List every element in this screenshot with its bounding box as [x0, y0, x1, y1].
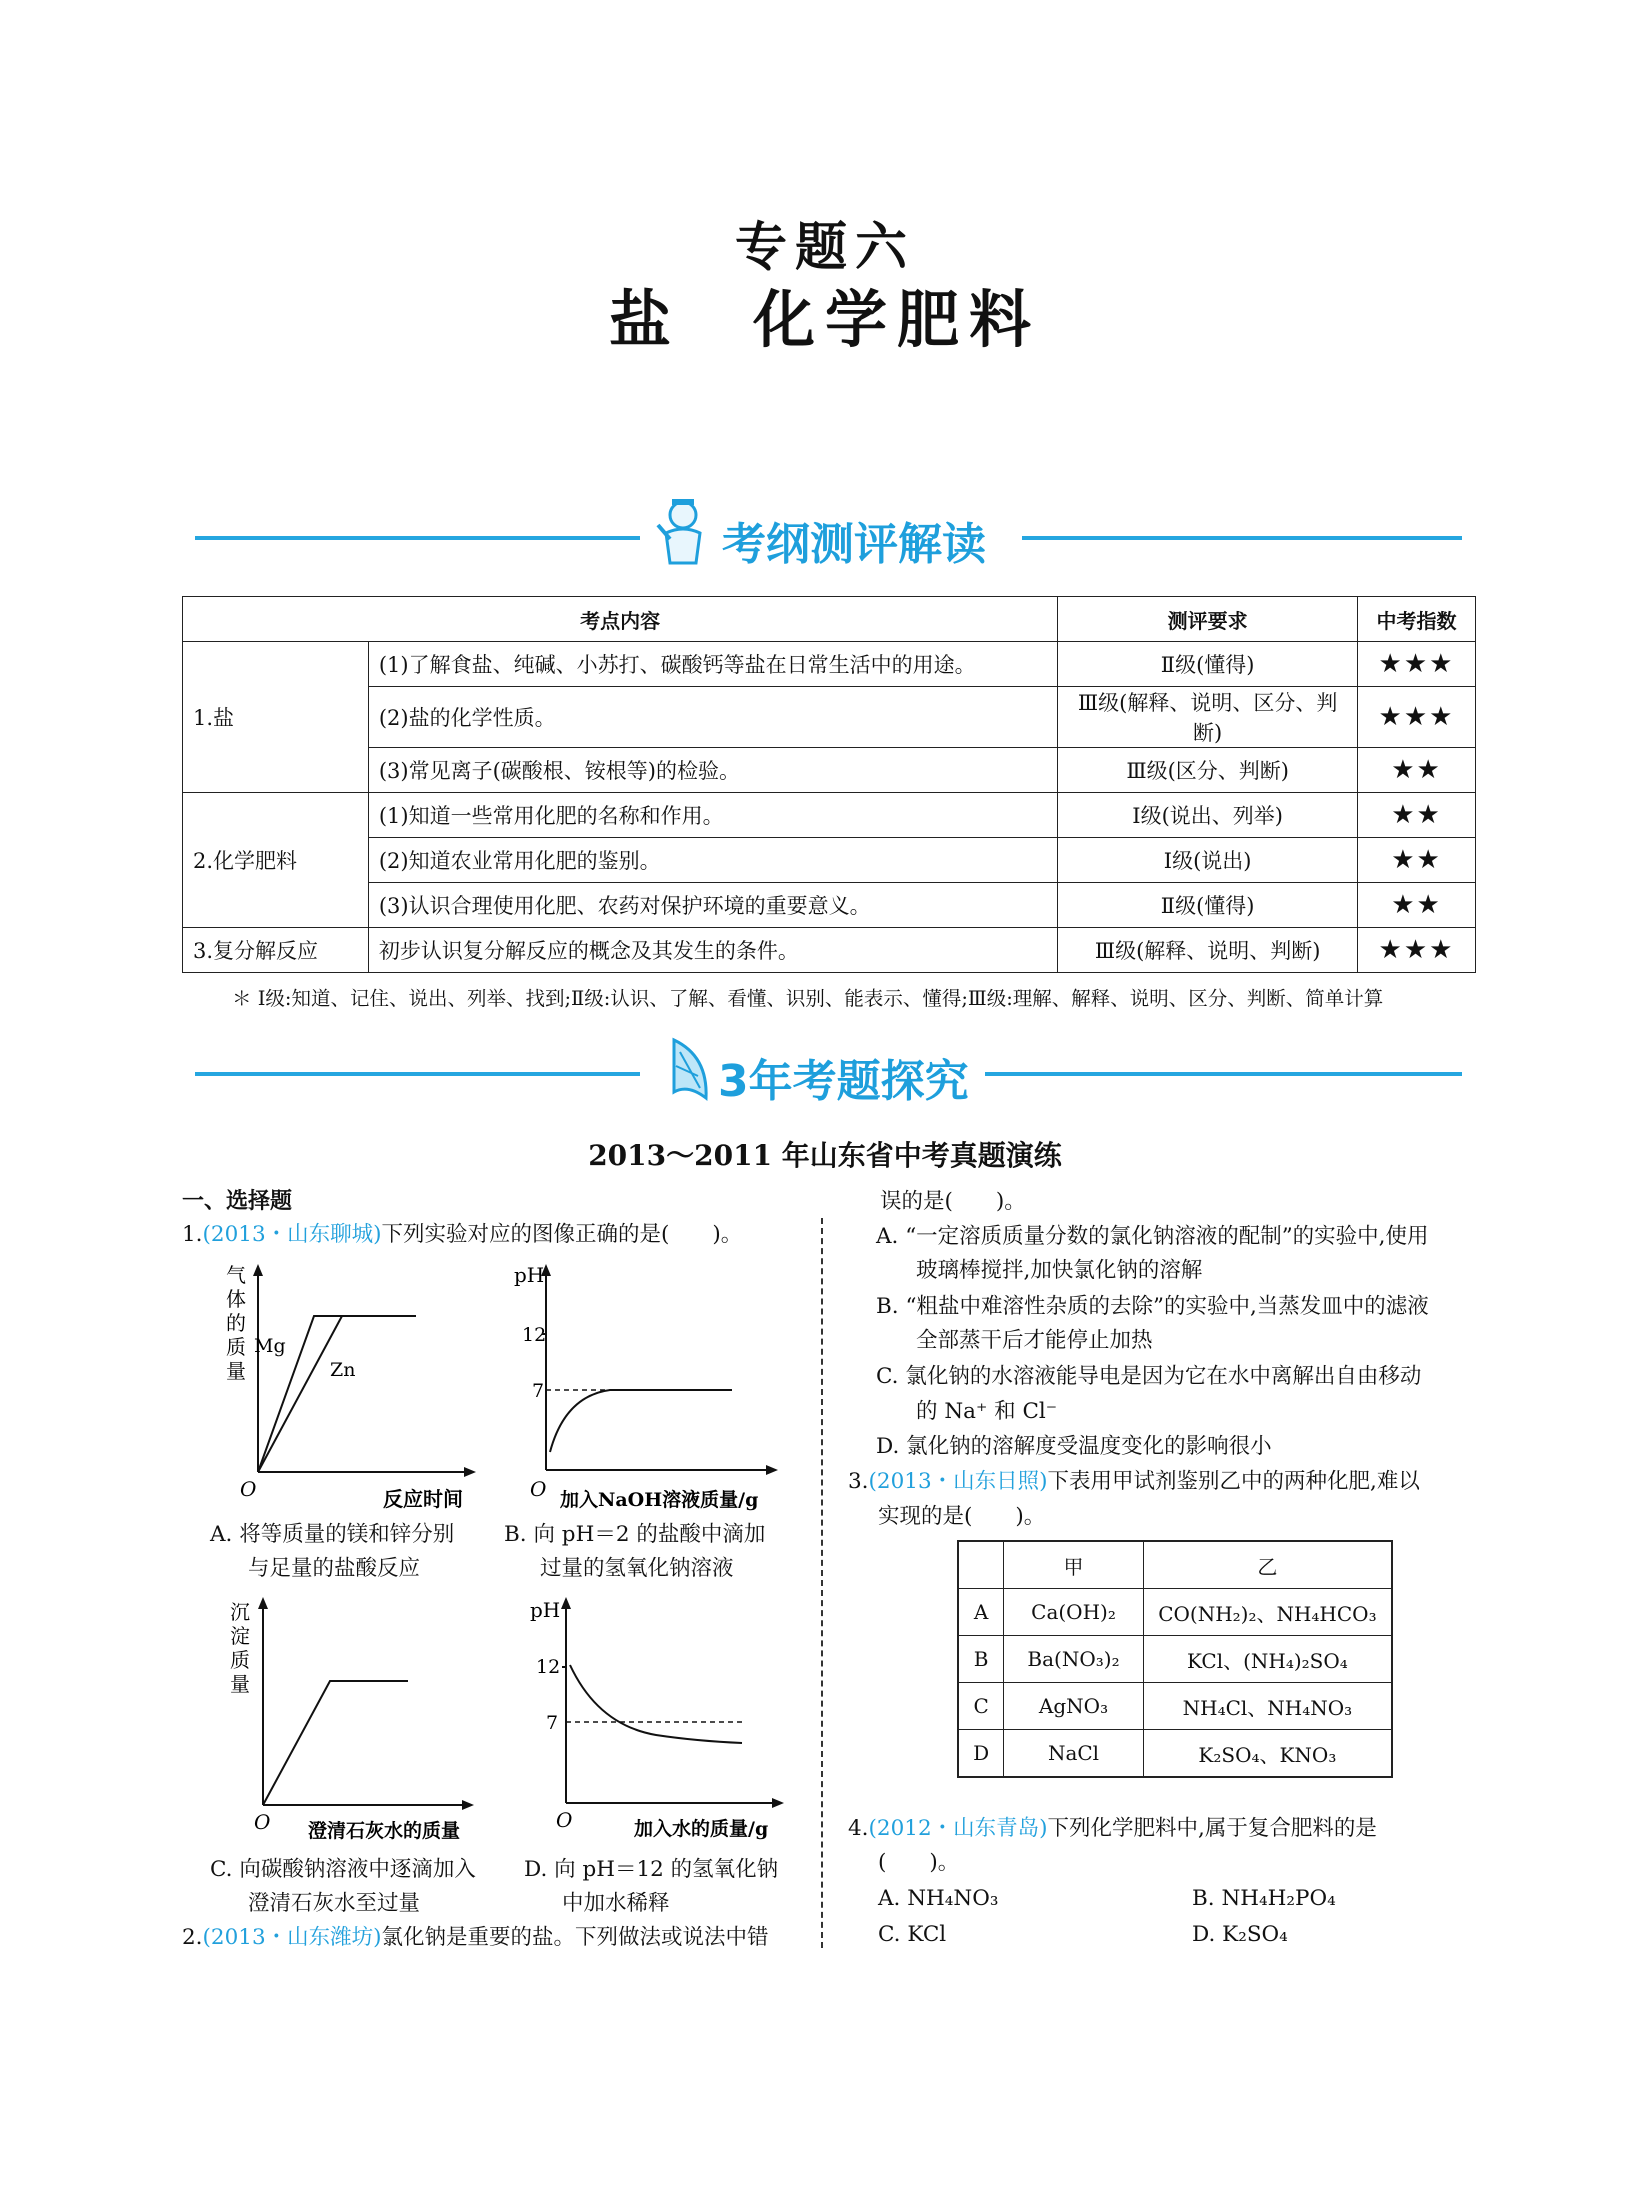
row-key: B	[958, 1636, 1004, 1683]
content-cell: (2)盐的化学性质。	[368, 687, 1057, 748]
section-title: 2013～2011 年山东省中考真题演练	[588, 1139, 1062, 1172]
column-divider	[821, 1218, 823, 1948]
question-source: (2012・山东青岛)	[868, 1816, 1048, 1841]
header-requirement: 测评要求	[1058, 597, 1358, 642]
star-rating: ★★	[1358, 793, 1476, 838]
option-d-line1: D. 向 pH＝12 的氢氧化钠	[524, 1857, 779, 1882]
syllabus-table	[182, 596, 1476, 973]
group-name: 1.盐	[183, 642, 369, 793]
row-key: A	[958, 1589, 1004, 1636]
question-number: 2.	[182, 1925, 203, 1950]
reagent-cell: Ca(OH)₂	[1004, 1589, 1144, 1636]
chart-b	[510, 1262, 780, 1512]
star-rating: ★★★	[1358, 642, 1476, 687]
table-row	[183, 838, 1476, 883]
banner-line-right	[1022, 536, 1462, 540]
chart-d-origin: O	[556, 1808, 573, 1832]
option-c-line2: 澄清石灰水至过量	[248, 1891, 421, 1916]
q4-option-a: A. NH₄NO₃	[878, 1886, 999, 1911]
requirement-cell: Ⅰ级(说出、列举)	[1058, 793, 1358, 838]
requirement-cell: Ⅱ级(懂得)	[1058, 883, 1358, 928]
fertilizer-cell: K₂SO₄、KNO₃	[1143, 1730, 1392, 1778]
label-mg: Mg	[254, 1335, 286, 1357]
option-d-line2: 中加水稀释	[562, 1891, 670, 1916]
header-blank	[958, 1541, 1004, 1589]
q4-option-d: D. K₂SO₄	[1192, 1922, 1288, 1947]
fertilizer-cell: CO(NH₂)₂、NH₄HCO₃	[1143, 1589, 1392, 1636]
question-stem: 下表用甲试剂鉴别乙中的两种化肥,难以	[1047, 1469, 1420, 1494]
banner-exam-outline: 考纲测评解读	[722, 519, 986, 570]
banner-line-left	[195, 1072, 640, 1076]
requirement-cell: Ⅲ级(解释、说明、判断)	[1058, 928, 1358, 973]
fertilizer-cell: KCl、(NH₄)₂SO₄	[1143, 1636, 1392, 1683]
tick-12: 12	[536, 1656, 561, 1678]
q2-option-b-cont: 全部蒸干后才能停止加热	[916, 1328, 1153, 1353]
chart-a-ylabel: 气体的质量	[226, 1263, 246, 1383]
table-row	[183, 928, 1476, 973]
question-stem: 下列实验对应的图像正确的是( )。	[381, 1222, 743, 1247]
requirement-cell: Ⅰ级(说出)	[1058, 838, 1358, 883]
question-number: 1.	[182, 1222, 203, 1247]
row-key: D	[958, 1730, 1004, 1778]
banner-line-left	[195, 536, 640, 540]
table-row	[958, 1589, 1392, 1636]
label-zn: Zn	[330, 1359, 356, 1381]
question-3	[848, 1465, 1420, 1499]
chart-d-xlabel: 加入水的质量/g	[634, 1818, 769, 1840]
chart-b-origin: O	[530, 1477, 547, 1501]
reagent-cell: AgNO₃	[1004, 1683, 1144, 1730]
chart-b-xlabel: 加入NaOH溶液质量/g	[560, 1489, 759, 1511]
precipitate-line	[263, 1681, 408, 1805]
chart-a-xlabel: 反应时间	[383, 1487, 463, 1511]
option-b-line1: B. 向 pH＝2 的盐酸中滴加	[504, 1522, 766, 1547]
star-rating: ★★★	[1358, 928, 1476, 973]
teacher-icon	[650, 495, 716, 567]
header-jia: 甲	[1004, 1541, 1144, 1589]
q2-option-c-cont: 的 Na⁺ 和 Cl⁻	[916, 1399, 1058, 1424]
table-header-row	[958, 1541, 1392, 1589]
option-c-line1: C. 向碳酸钠溶液中逐滴加入	[210, 1857, 476, 1882]
fertilizer-cell: NH₄Cl、NH₄NO₃	[1143, 1683, 1392, 1730]
option-a-line1: A. 将等质量的镁和锌分别	[210, 1522, 455, 1547]
star-rating: ★★	[1358, 748, 1476, 793]
chart-c	[218, 1595, 478, 1840]
option-a-line2: 与足量的盐酸反应	[248, 1556, 421, 1581]
content-cell: (1)知道一些常用化肥的名称和作用。	[368, 793, 1057, 838]
q4-option-c: C. KCl	[878, 1922, 947, 1947]
q2-option-a: A. “一定溶质质量分数的氯化钠溶液的配制”的实验中,使用	[876, 1224, 1429, 1249]
q2-option-a-cont: 玻璃棒搅拌,加快氯化钠的溶解	[916, 1258, 1203, 1283]
tick-7: 7	[532, 1380, 545, 1402]
chart-a	[218, 1262, 478, 1512]
content-cell: 初步认识复分解反应的概念及其发生的条件。	[368, 928, 1057, 973]
question-number: 4.	[848, 1816, 869, 1841]
q2-option-c: C. 氯化钠的水溶液能导电是因为它在水中离解出自由移动	[876, 1364, 1422, 1389]
q2-option-d: D. 氯化钠的溶解度受温度变化的影响很小	[876, 1434, 1272, 1459]
question-2-stem-cont: 误的是( )。	[880, 1189, 1026, 1214]
group-name: 3.复分解反应	[183, 928, 369, 973]
table-row	[958, 1730, 1392, 1778]
content-cell: (3)认识合理使用化肥、农药对保护环境的重要意义。	[368, 883, 1057, 928]
question-4	[848, 1812, 1377, 1846]
sail-icon	[668, 1036, 712, 1104]
header-content: 考点内容	[183, 597, 1058, 642]
question-1	[182, 1218, 742, 1252]
level-footnote: ＊ Ⅰ级:知道、记住、说出、列举、找到;Ⅱ级:认识、了解、看懂、识别、能表示、懂得;Ⅲ级:理解、解释、说明、区分、判断、简单计算	[232, 987, 1384, 1010]
page-title: 盐 化学肥料	[608, 283, 1041, 356]
question-source: (2013・山东日照)	[868, 1469, 1048, 1494]
star-rating: ★★★	[1358, 687, 1476, 748]
chart-c-origin: O	[254, 1810, 271, 1834]
question-stem: 下列化学肥料中,属于复合肥料的是	[1047, 1816, 1377, 1841]
banner-three-year: 3年考题探究	[718, 1056, 969, 1107]
tick-12: 12	[522, 1324, 547, 1346]
requirement-cell: Ⅲ级(解释、说明、区分、判断)	[1058, 687, 1358, 748]
table-row	[958, 1683, 1392, 1730]
chart-c-ylabel: 沉淀质量	[230, 1600, 250, 1696]
content-cell: (2)知道农业常用化肥的鉴别。	[368, 838, 1057, 883]
chart-d-ylabel: pH	[530, 1598, 561, 1622]
question-source: (2013・山东聊城)	[202, 1222, 382, 1247]
question-number: 3.	[848, 1469, 869, 1494]
chart-c-xlabel: 澄清石灰水的质量	[308, 1820, 461, 1840]
table-row	[183, 748, 1476, 793]
question-4-stem-cont: ( )。	[878, 1850, 960, 1875]
reagent-cell: Ba(NO₃)₂	[1004, 1636, 1144, 1683]
dilution-curve	[570, 1665, 742, 1743]
chart-d	[526, 1595, 786, 1840]
tick-7: 7	[546, 1712, 559, 1734]
group-name: 2.化学肥料	[183, 793, 369, 928]
header-index: 中考指数	[1358, 597, 1476, 642]
question-stem: 氯化钠是重要的盐。下列做法或说法中错	[381, 1925, 769, 1950]
question-2	[182, 1921, 769, 1955]
requirement-cell: Ⅲ级(区分、判断)	[1058, 748, 1358, 793]
reagent-cell: NaCl	[1004, 1730, 1144, 1778]
question-source: (2013・山东潍坊)	[202, 1925, 382, 1950]
chart-b-ylabel: pH	[514, 1263, 545, 1287]
option-b-line2: 过量的氢氧化钠溶液	[540, 1556, 734, 1581]
banner-line-right	[985, 1072, 1462, 1076]
topic-number: 专题六	[734, 218, 915, 278]
row-key: C	[958, 1683, 1004, 1730]
chart-a-origin: O	[240, 1477, 257, 1501]
table-row	[183, 642, 1476, 687]
header-yi: 乙	[1143, 1541, 1392, 1589]
table-header-row	[183, 597, 1476, 642]
content-cell: (1)了解食盐、纯碱、小苏打、碳酸钙等盐在日常生活中的用途。	[368, 642, 1057, 687]
question-3-stem-cont: 实现的是( )。	[878, 1504, 1046, 1529]
table-row	[183, 793, 1476, 838]
content-cell: (3)常见离子(碳酸根、铵根等)的检验。	[368, 748, 1057, 793]
table-row	[183, 687, 1476, 748]
part-heading: 一、选择题	[182, 1189, 293, 1214]
requirement-cell: Ⅱ级(懂得)	[1058, 642, 1358, 687]
star-rating: ★★	[1358, 838, 1476, 883]
table-row	[183, 883, 1476, 928]
q2-option-b: B. “粗盐中难溶性杂质的去除”的实验中,当蒸发皿中的滤液	[876, 1294, 1429, 1319]
q4-option-b: B. NH₄H₂PO₄	[1192, 1886, 1336, 1911]
ph-curve	[550, 1390, 732, 1452]
star-rating: ★★	[1358, 883, 1476, 928]
table-row	[958, 1636, 1392, 1683]
reagent-table	[957, 1540, 1393, 1778]
